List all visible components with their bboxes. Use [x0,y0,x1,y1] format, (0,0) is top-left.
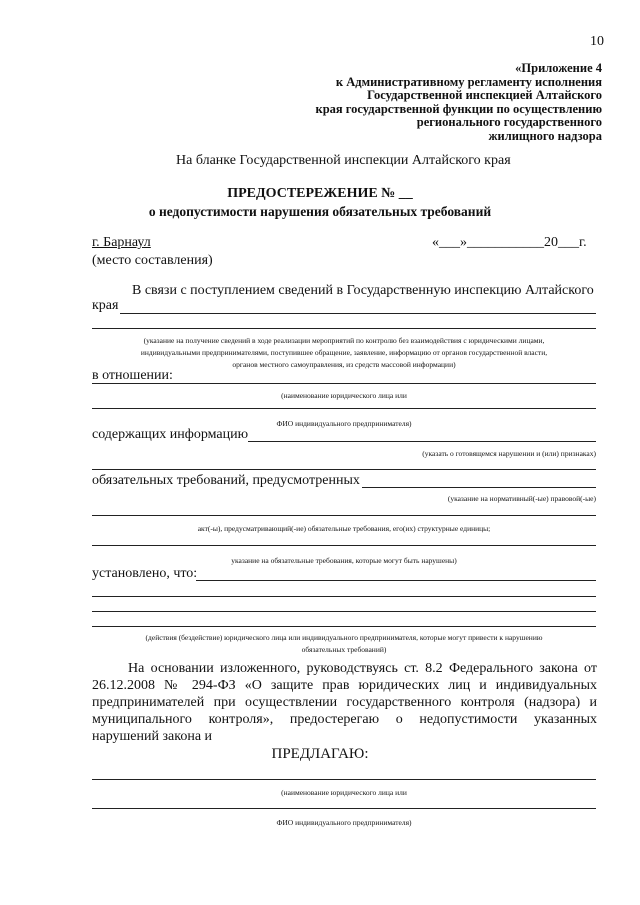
fill-line [362,487,596,488]
info-source-note: индивидуальными предпринимателями, поступившее обращение, заявление, информацию от органов государственной власти, [140,348,548,357]
document-subtitle: о недопустимости нарушения обязательных требований [148,204,492,219]
fill-line [92,408,596,409]
fill-line [92,515,596,516]
actions-note: обязательных требований) [301,645,387,654]
requirements-note: указание на обязательные требования, которые могут быть нарушены) [231,556,457,565]
fill-line [92,383,596,384]
actions-note: (действия (бездействие) юридического лица или индивидуального предпринимателя, которые могут привести к нарушению [145,633,543,642]
basis-paragraph [92,660,597,745]
appendix-line: жилищного надзора [488,128,602,143]
appendix-line: регионального государственного [416,115,602,130]
fill-line [92,626,596,627]
legal-entity-note: ФИО индивидуального предпринимателя) [276,419,412,428]
requirements-label: обязательных требований, предусмотренных [92,473,360,488]
appendix-line: Государственной инспекцией Алтайского [367,88,602,103]
fill-line [92,611,596,612]
fill-line [92,545,596,546]
regarding-label: в отношении: [92,368,173,383]
propose-heading: ПРЕДЛАГАЮ: [271,746,369,762]
appendix-header [316,62,602,144]
fill-line [92,779,596,780]
intro-first-line: В связи с поступлением сведений в Государственную инспекцию Алтайского [132,283,594,298]
letterhead-note: На бланке Государственной инспекции Алтайского края [176,153,511,168]
appendix-line: края государственной функции по осуществлению [315,101,602,116]
fill-line [248,441,596,442]
fill-line [92,328,596,329]
date-field: «___»___________20___г. [432,235,587,250]
appendix-line: «Приложение 4 [515,61,602,75]
final-entity-note: ФИО индивидуального предпринимателя) [276,818,412,827]
fill-line [120,313,596,314]
final-entity-note: (наименование юридического лица или [281,788,407,797]
violation-note: (указать о готовящемся нарушении и (или) признаках) [422,449,596,458]
document-title: ПРЕДОСТЕРЕЖЕНИЕ № __ [227,186,413,201]
appendix-line: к Административному регламенту исполнения [335,74,602,89]
containing-label: содержащих информацию [92,427,249,442]
fill-line [196,580,596,581]
page-number: 10 [590,34,604,49]
place-city: г. Барнаул [92,235,151,250]
legal-entity-note: (наименование юридического лица или [281,391,407,400]
info-source-note: (указание на получение сведений в ходе реализации мероприятий по контролю без взаимодействия с юридическими лицами, [143,336,545,345]
normative-note: (указание на нормативный(-ые) правовой(-ые) [447,494,596,503]
place-note: (место составления) [92,253,213,268]
normative-note: акт(-ы), предусматривающий(-ие) обязательные требования, его(их) структурные единицы; [197,524,491,533]
basis-paragraph-text: На основании изложенного, руководствуясь ст. 8.2 Федерального закона от 26.12.2008 № 294-ФЗ «О защите прав юридических лиц и индивидуальных предпринимателей при осуществлении государственного контроля (надзора) и муниципального контроля», предостерегаю о недопустимости указанных нарушений закона и [92,661,597,744]
fill-line [92,596,596,597]
intro-second-line-start: края [92,298,119,313]
fill-line [92,469,596,470]
established-label: установлено, что: [92,566,198,581]
info-source-note: органов местного самоуправления, из средств массовой информации) [232,360,456,369]
fill-line [92,808,596,809]
